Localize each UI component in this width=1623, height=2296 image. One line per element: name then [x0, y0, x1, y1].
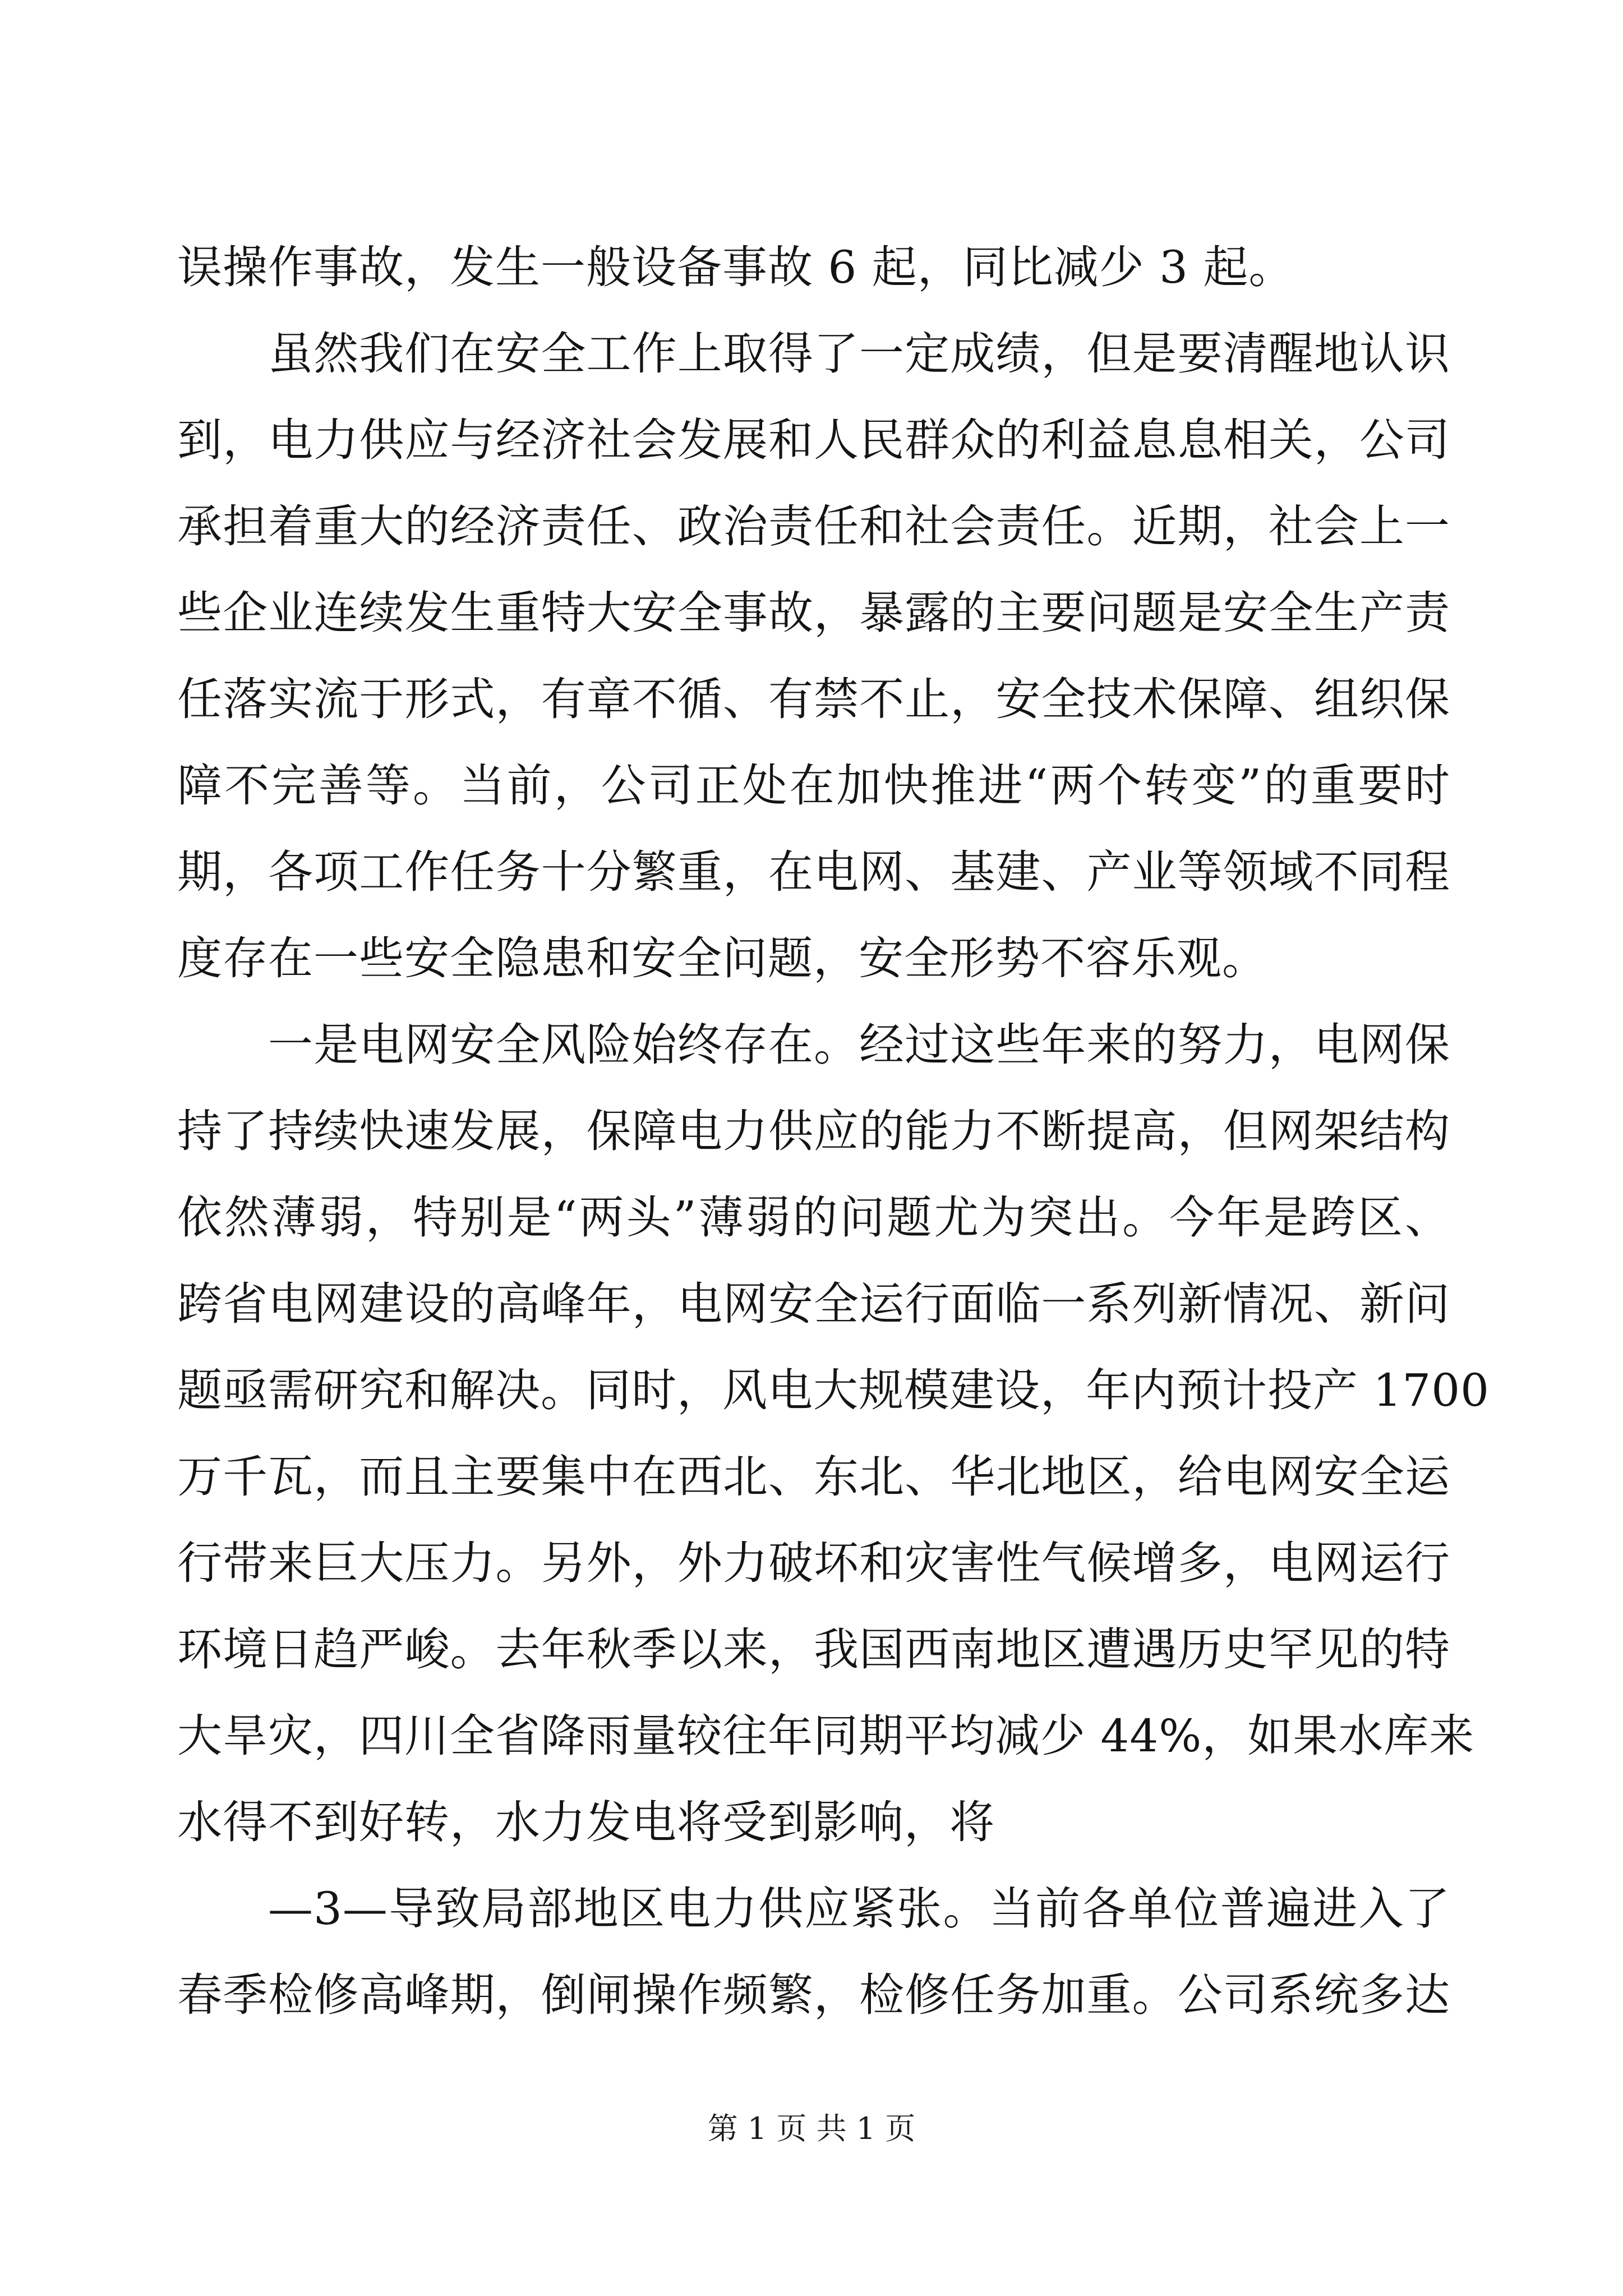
text-line: 依然薄弱，特别是“两头”薄弱的问题尤为突出。今年是跨区、	[177, 1191, 1450, 1244]
text-line: —3—导致局部地区电力供应紧张。当前各单位普遍进入了	[268, 1883, 1450, 1935]
text-line: 大旱灾，四川全省降雨量较往年同期平均减少 44%，如果水库来	[177, 1710, 1475, 1762]
text-line: 行带来巨大压力。另外，外力破坏和灾害性气候增多，电网运行	[177, 1537, 1450, 1589]
text-line: 题亟需研究和解决。同时，风电大规模建设，年内预计投产 1700	[177, 1364, 1490, 1416]
text-line: 到，电力供应与经济社会发展和人民群众的利益息息相关，公司	[177, 414, 1450, 466]
text-line: 万千瓦，而且主要集中在西北、东北、华北地区，给电网安全运	[177, 1451, 1450, 1503]
text-line: 期，各项工作任务十分繁重，在电网、基建、产业等领域不同程	[177, 846, 1450, 898]
text-line: 跨省电网建设的高峰年，电网安全运行面临一系列新情况、新问	[177, 1278, 1450, 1330]
text-line: 持了持续快速发展，保障电力供应的能力不断提高，但网架结构	[177, 1105, 1450, 1157]
text-line: 度存在一些安全隐患和安全问题，安全形势不容乐观。	[177, 932, 1267, 984]
page-footer: 第 1 页 共 1 页	[707, 2111, 916, 2146]
text-line: 误操作事故，发生一般设备事故 6 起，同比减少 3 起。	[177, 241, 1294, 293]
text-line: 水得不到好转，水力发电将受到影响，将	[177, 1796, 995, 1848]
text-line: 一是电网安全风险始终存在。经过这些年来的努力，电网保	[268, 1019, 1450, 1071]
text-line: 虽然我们在安全工作上取得了一定成绩，但是要清醒地认识	[268, 328, 1450, 380]
text-line: 春季检修高峰期，倒闸操作频繁，检修任务加重。公司系统多达	[177, 1969, 1450, 2021]
document-body	[177, 224, 1490, 2039]
text-line: 环境日趋严峻。去年秋季以来，我国西南地区遭遇历史罕见的特	[177, 1623, 1450, 1676]
text-line: 承担着重大的经济责任、政治责任和社会责任。近期，社会上一	[177, 500, 1450, 553]
text-line: 任落实流于形式，有章不循、有禁不止，安全技术保障、组织保	[177, 673, 1450, 725]
text-line: 些企业连续发生重特大安全事故，暴露的主要问题是安全生产责	[177, 587, 1450, 639]
text-line: 障不完善等。当前，公司正处在加快推进“两个转变”的重要时	[177, 760, 1450, 812]
